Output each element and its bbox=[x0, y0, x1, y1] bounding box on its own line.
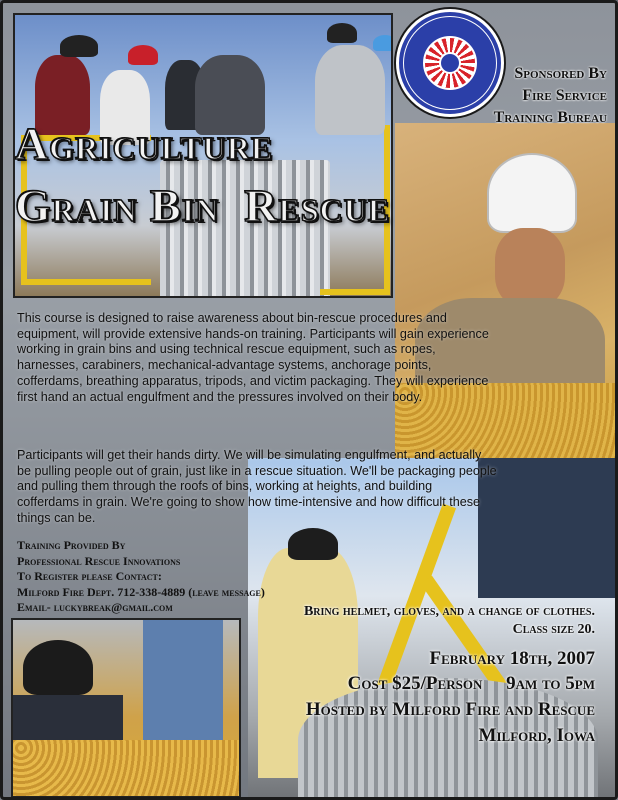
course-description: This course is designed to raise awareness about bin-rescue procedures and equipment, will provide extensive hands-on training. Participants will gain experience working in grain bins and using technical rescue equipment, such as ropes, harnesses, carabiners, mechanical-advantage systems, anchorage points, cofferdams, breathing apparatus, tripods, and victim packaging. They will experience first hand an actual engulfment and the pressures involved on their body. bbox=[17, 311, 489, 404]
helmet-figure bbox=[327, 23, 357, 43]
host: Hosted by Milford Fire and Rescue bbox=[305, 699, 595, 720]
helmet-figure bbox=[373, 35, 393, 51]
training-provider: Professional Rescue Innovations bbox=[17, 553, 181, 568]
corn-kernels bbox=[13, 740, 241, 798]
bring-items: Bring helmet, gloves, and a change of clothes. bbox=[303, 604, 595, 619]
white-helmet-figure bbox=[487, 153, 577, 233]
contact-phone: Milford Fire Dept. 712-338-4889 (leave message) bbox=[17, 584, 265, 599]
title-line: Grain Bin Rescue bbox=[15, 180, 391, 231]
contact-email: Email- luckybreak@gmail.com bbox=[17, 600, 173, 614]
sponsor-line: Fire Service bbox=[522, 87, 607, 104]
event-date: February 18th, 2007 bbox=[429, 648, 595, 669]
sponsor-line: Training Bureau bbox=[493, 109, 607, 126]
location: Milford, Iowa bbox=[478, 725, 595, 746]
rescuer-figure bbox=[478, 458, 618, 598]
helmet-figure bbox=[128, 45, 158, 65]
helmet-figure bbox=[23, 640, 93, 695]
face-figure bbox=[495, 228, 565, 308]
title-line: Agriculture bbox=[15, 118, 274, 169]
cost-time: Cost $25/Person 9am to 5pm bbox=[347, 673, 595, 694]
class-size: Class size 20. bbox=[512, 622, 595, 637]
flyer-title bbox=[15, 113, 475, 237]
sponsor-line: Sponsored By bbox=[514, 65, 607, 82]
course-details: Participants will get their hands dirty. We will be simulating engulfment, and actually be pulling people out of grain, just like in a rescue situation. We'll be packaging people and pulling them through the roofs of bins, working at heights, and building cofferdams in grain. We're going to show how time-intensive and how difficult these things can be. bbox=[17, 448, 497, 525]
seal-sunburst bbox=[423, 36, 477, 90]
register-label: To Register please Contact: bbox=[17, 569, 162, 583]
sponsor-block bbox=[487, 63, 607, 129]
firefighter-in-corn-photo bbox=[11, 618, 241, 798]
seal-core bbox=[439, 52, 461, 74]
helmet-figure bbox=[60, 35, 98, 57]
training-provided-label: Training Provided By bbox=[17, 538, 126, 552]
event-details bbox=[275, 603, 595, 749]
